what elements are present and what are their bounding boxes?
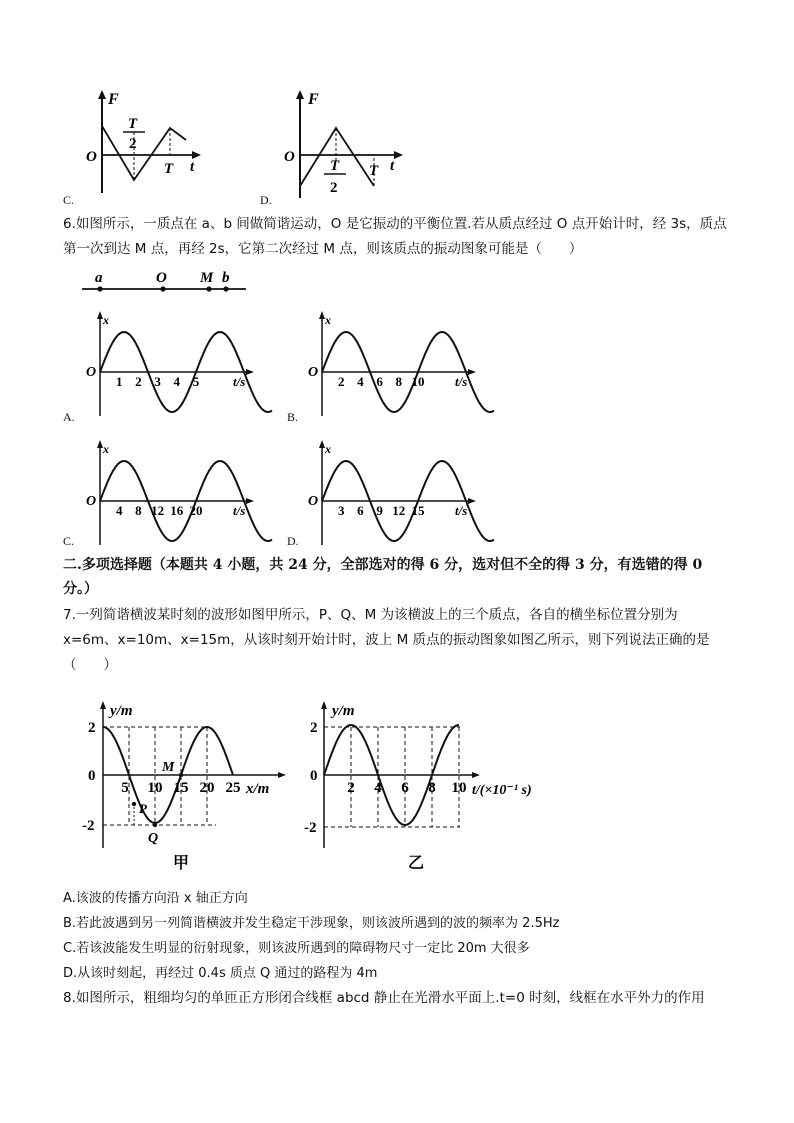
y-axis-label: y/m [332,703,355,719]
y-axis-label: y/m [110,703,133,719]
figure-caption-yi: 乙 [408,855,425,872]
tick-label: 2 [347,780,355,796]
tick-label: 2 [337,374,345,389]
tick-labels [116,374,200,389]
origin-label: O [86,149,97,165]
point-a-label: a [95,270,103,286]
option-c: C.若该波能发生明显的衍射现象，则该波所遇到的障碍物尺寸一定比 20m 大很多 [63,941,530,956]
axis-f-label: F [108,91,119,108]
y-axis-label: x [103,313,109,327]
tick-label: 4 [173,374,181,389]
y-axis-label: x [325,313,331,327]
origin-label: O [284,149,295,165]
question-6-text: 6.如图所示，一质点在 a、b 间做简谐运动，O 是它振动的平衡位置.若从质点经过 O 点开始计时，经 3s，质点第一次到达 M 点，再经 2s，它第二次经过 M 点，则该质点的振动图象可能是（ ） [63,216,727,257]
y-axis-label: x [103,442,109,456]
vibration-graph-a [80,308,260,418]
origin-label: O [86,365,97,380]
force-graph-c [82,88,202,198]
x-axis-label: t/s [455,503,468,518]
point-m-label: M [162,760,175,775]
tick-labels [121,780,240,796]
tick-label: 10 [147,780,163,796]
tick-label: 10 [451,780,467,796]
t-label: T [164,161,174,177]
tick-labels [347,780,466,796]
point-p-marker [132,802,136,806]
tick-label: 4 [357,374,364,389]
point-o-label: O [156,270,167,286]
tick-label: 2 [135,374,142,389]
option-c-label: C. [63,534,75,548]
tick-labels [116,503,203,518]
axis-f-label: F [308,91,319,108]
option-d: D.从该时刻起，再经过 0.4s 质点 Q 通过的路程为 4m [63,966,378,981]
tick-label: 12 [151,503,165,518]
point-b-label: b [222,270,230,286]
tick-label: 10 [411,374,425,389]
point-p-label: P [139,801,147,816]
vibration-graph-yi [300,698,560,873]
question-7-text: 7.一列简谐横波某时刻的波形如图甲所示，P、Q、M 为该横波上的三个质点，各自的横坐标位置分别为 x=6m、x=10m、x=15m，从该时刻开始计时，波上 M 质点的振动图象如图乙所示，则下列说法正确的是（ ） [63,607,710,673]
tick-label: 6 [376,374,383,389]
tick-label: 15 [411,503,425,518]
tick-label: 9 [376,503,383,518]
tick-label: 16 [170,503,184,518]
point-q-label: Q [148,831,159,846]
y-top-label: 2 [310,720,318,736]
tick-labels [338,503,425,518]
t-label: T [369,163,379,179]
tick-label: 25 [225,780,241,796]
y-bottom-label: -2 [82,818,95,834]
y-zero-label: 0 [88,768,96,784]
option-b: B.若此波遇到另一列简谐横波并发生稳定干涉现象，则该波所遇到的波的频率为 2.5Hz [63,916,560,931]
tick-labels [338,374,425,389]
half-t-numerator: T [330,158,340,174]
figure-caption-jia: 甲 [173,855,190,872]
option-b-label: B. [287,410,299,424]
origin-label: O [308,494,319,509]
tick-label: 8 [135,503,142,518]
tick-label: 8 [428,780,436,796]
tick-label: 3 [154,374,161,389]
vibration-graph-b [302,308,482,418]
y-axis-label: x [325,442,331,456]
tick-label: 6 [357,503,364,518]
x-axis-label: t/s [233,374,246,389]
tick-label: 8 [395,374,403,389]
y-bottom-label: -2 [304,820,317,836]
tick-label: 15 [173,780,189,796]
tick-label: 5 [121,780,129,796]
tick-label: 20 [199,780,215,796]
tick-label: 3 [337,503,345,518]
option-a: A.该波的传播方向沿 x 轴正方向 [63,891,248,906]
point-m-label: M [200,270,214,286]
question-7-options [63,886,733,986]
half-t-numerator: T [128,116,138,132]
tick-label: 5 [192,374,200,389]
tick-label: 4 [115,503,123,518]
tick-label: 4 [374,780,382,796]
tick-label: 20 [189,503,203,518]
x-axis-label: t/(×10⁻¹ s) [472,783,532,798]
origin-label: O [308,365,319,380]
half-t-denominator: 2 [129,136,137,152]
vibration-graph-c [80,437,260,547]
tick-label: 6 [401,780,409,796]
point-m-marker [179,773,183,777]
option-c-label: C. [63,193,75,207]
wave-graph-jia [70,698,290,873]
force-graph-d [280,88,405,203]
oscillation-line-diagram [80,268,250,298]
x-axis-label: t/s [455,374,468,389]
y-top-label: 2 [88,720,96,736]
axis-t-label: t [190,159,195,175]
origin-label: O [86,494,97,509]
option-d-label: D. [287,534,299,548]
y-zero-label: 0 [310,768,318,784]
option-d-label: D. [260,193,272,207]
tick-label: 12 [392,503,406,518]
x-axis-label: t/s [233,503,246,518]
question-8-text: 8.如图所示，粗细均匀的单匝正方形闭合线框 abcd 静止在光滑水平面上.t=0 时刻，线框在水平外力的作用 [63,990,705,1006]
vibration-graph-d [302,437,482,547]
section-2-heading: 二.多项选择题（本题共 4 小题，共 24 分，全部选对的得 6 分，选对但不全的得 3 分，有选错的得 0 分。） [63,557,703,597]
x-axis-label: x/m [246,781,270,797]
tick-label: 1 [115,374,123,389]
half-t-denominator: 2 [330,180,338,196]
axis-t-label: t [390,158,395,174]
point-q-marker [153,823,157,827]
option-a-label: A. [63,410,75,424]
